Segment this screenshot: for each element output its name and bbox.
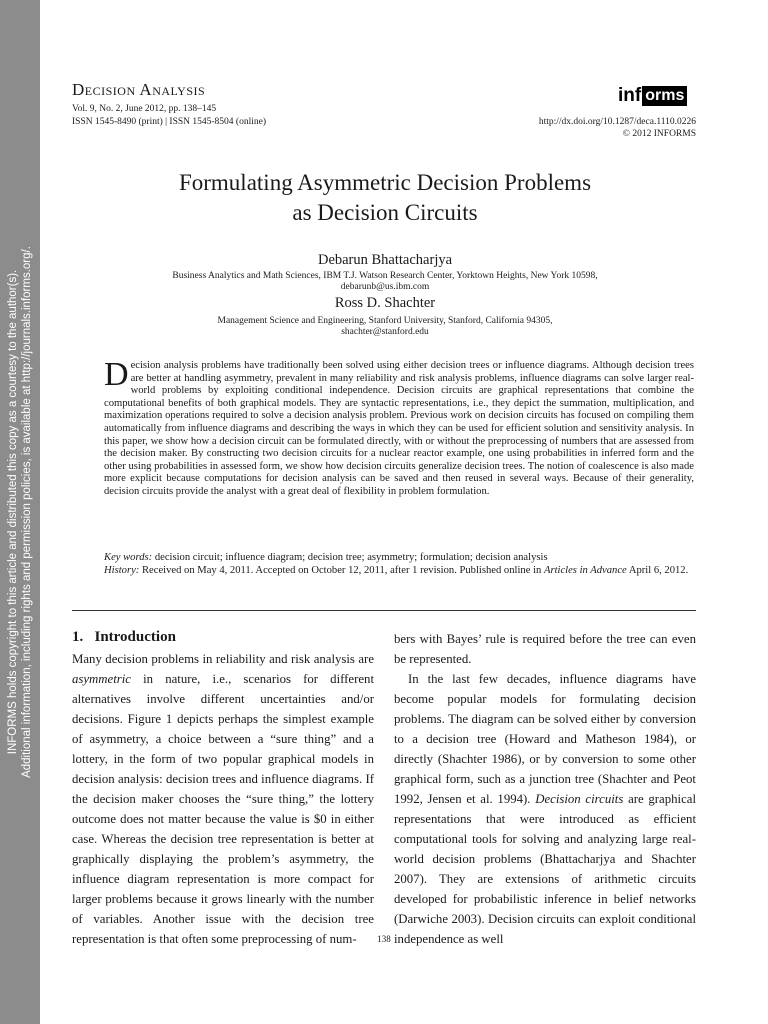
keywords-label: Key words: — [104, 552, 153, 563]
author-name-2: Ross D. Shachter — [334, 295, 436, 311]
keywords-block — [104, 552, 694, 577]
doi-link[interactable]: http://dx.doi.org/10.1287/deca.1110.0226 — [538, 117, 696, 127]
intro-text-2a: In the last few decades, influence diagrams have become popular models for formulating decision problems. The diagram can be solved either by conversion to a decision tree (Howard and Matheson 1984), or directly (Shachter 1986), or by conversion to some other graphical form, such as a junction tree (Shachter and Peot 1992, Jensen et al. 1994). — [394, 672, 696, 806]
emphasis-asymmetric: asymmetric — [72, 672, 131, 686]
copyright-line-1: INFORMS holds copyright to this article and distributed this copy as a courtesy to the author(s). — [7, 269, 19, 755]
history-date: April 6, 2012. — [628, 564, 689, 576]
abstract — [104, 356, 694, 499]
issn-info: ISSN 1545-8490 (print) | ISSN 1545-8504 (online) — [72, 117, 267, 127]
author-affiliation-1: Business Analytics and Math Sciences, IBM T.J. Watson Research Center, Yorktown Heights, New York 10598, — [172, 271, 598, 281]
logo-text-box: orms — [642, 86, 687, 106]
intro-text-1a: Many decision problems in reliability and risk analysis are — [72, 652, 374, 666]
history-venue: Articles in Advance — [543, 564, 627, 576]
copyright-sidebar — [0, 0, 40, 1024]
author-email-2[interactable]: shachter@stanford.edu — [341, 327, 429, 337]
intro-text-1b: in nature, i.e., scenarios for different alternatives involve different uncertainties and/or decisions. Figure 1 depicts perhaps the simplest example of asymmetry, a choice between a “sure thing” and a lottery, in the form of two popular graphical models in decision analysis: decision trees and influence diagrams. If the decision maker chooses the “sure thing,” the lottery outcome does not matter because the value is $0 in either case. Whereas the decision tree representation is better at graphically displaying the problem’s asymmetry, the influence diagram representation is more compact for larger problems because it grows linearly with the number of variables. Another issue with the decision tree representation is that often some preprocessing of num- — [72, 672, 375, 946]
volume-info: Vol. 9, No. 2, June 2012, pp. 138–145 — [72, 104, 217, 114]
history-line — [104, 565, 694, 578]
author-name-1: Debarun Bhattacharjya — [317, 252, 453, 268]
section-title: Introduction — [94, 629, 176, 645]
paper-title — [60, 168, 710, 228]
section-divider — [72, 610, 696, 611]
intro-paragraph-1 — [72, 649, 374, 949]
history-text: Received on May 4, 2011. Accepted on October 12, 2011, after 1 revision. Published online in — [141, 564, 542, 576]
abstract-text: ecision analysis problems have traditionally been solved using either decision trees or influence diagrams. Although decision trees are better at handling asymmetry, prevalent in many reliability and risk analysis problems, influence diagrams can solve larger real-world problems by exploiting conditional independence. Decision circuits are graphical representations that combine the computational benefits of both graphical models. They are syntactic representations, i.e., they depict the summation, multiplication, and maximization operations required to solve a decision analysis problem. Previous work on decision circuits has focused on compiling them automatically from influence diagrams and describing the ways in which they can be used for efficient solution and sensitivity analysis. In this paper, we show how a decision circuit can be formulated directly, with or without the preprocessing of numbers that are assessed from the decision maker. By constructing two decision circuits for a nuclear reactor example, one using probabilities in inferred form and the other using probabilities in assessed form, we show how decision circuits generalize decision trees. The notion of coalescence is also made more explicit because computations for decision analysis can be saved and then reused in several ways. Because of their generality, decision circuits provide the analyst with a great deal of flexibility in problem formulation. — [104, 360, 694, 497]
title-line-1: Formulating Asymmetric Decision Problems — [178, 170, 592, 195]
journal-name: Decision Analysis — [72, 80, 206, 99]
logo-text-left: inf — [618, 85, 642, 106]
page-number: 138 — [377, 934, 391, 944]
keywords-text: decision circuit; influence diagram; decision tree; asymmetry; formulation; decision analysis — [154, 552, 548, 563]
drop-cap: D — [104, 356, 129, 393]
author-email-1[interactable]: debarunb@us.ibm.com — [340, 282, 430, 292]
body-column-right — [394, 629, 696, 949]
section-number: 1. — [72, 629, 84, 645]
title-line-2: as Decision Circuits — [292, 200, 478, 225]
keywords-line — [104, 552, 694, 565]
intro-paragraph-2 — [394, 669, 696, 949]
intro-paragraph-1-continued: bers with Bayes’ rule is required before the tree can even be represented. — [394, 632, 696, 666]
body-column-left — [72, 649, 374, 949]
emphasis-decision-circuits: Decision circuits — [535, 792, 624, 806]
history-label: History: — [104, 564, 140, 576]
author-affiliation-2: Management Science and Engineering, Stanford University, Stanford, California 94305, — [217, 316, 553, 326]
informs-logo — [618, 84, 692, 108]
copyright-notice — [6, 12, 34, 1012]
intro-text-2b: are graphical representations that were introduced as efficient computational tools for solving and analyzing large real-world decision problems (Bhattacharjya and Shachter 2007). They are extensions of arithmetic circuits developed for probabilistic inference in belief networks (Darwiche 2003). Decision circuits can exploit conditional independence as well — [394, 792, 697, 946]
copyright-line-2: Additional information, including rights and permission policies, is available at http://journals.informs.org/. — [21, 246, 33, 778]
copyright-line: © 2012 INFORMS — [622, 129, 696, 139]
section-heading — [72, 629, 176, 646]
